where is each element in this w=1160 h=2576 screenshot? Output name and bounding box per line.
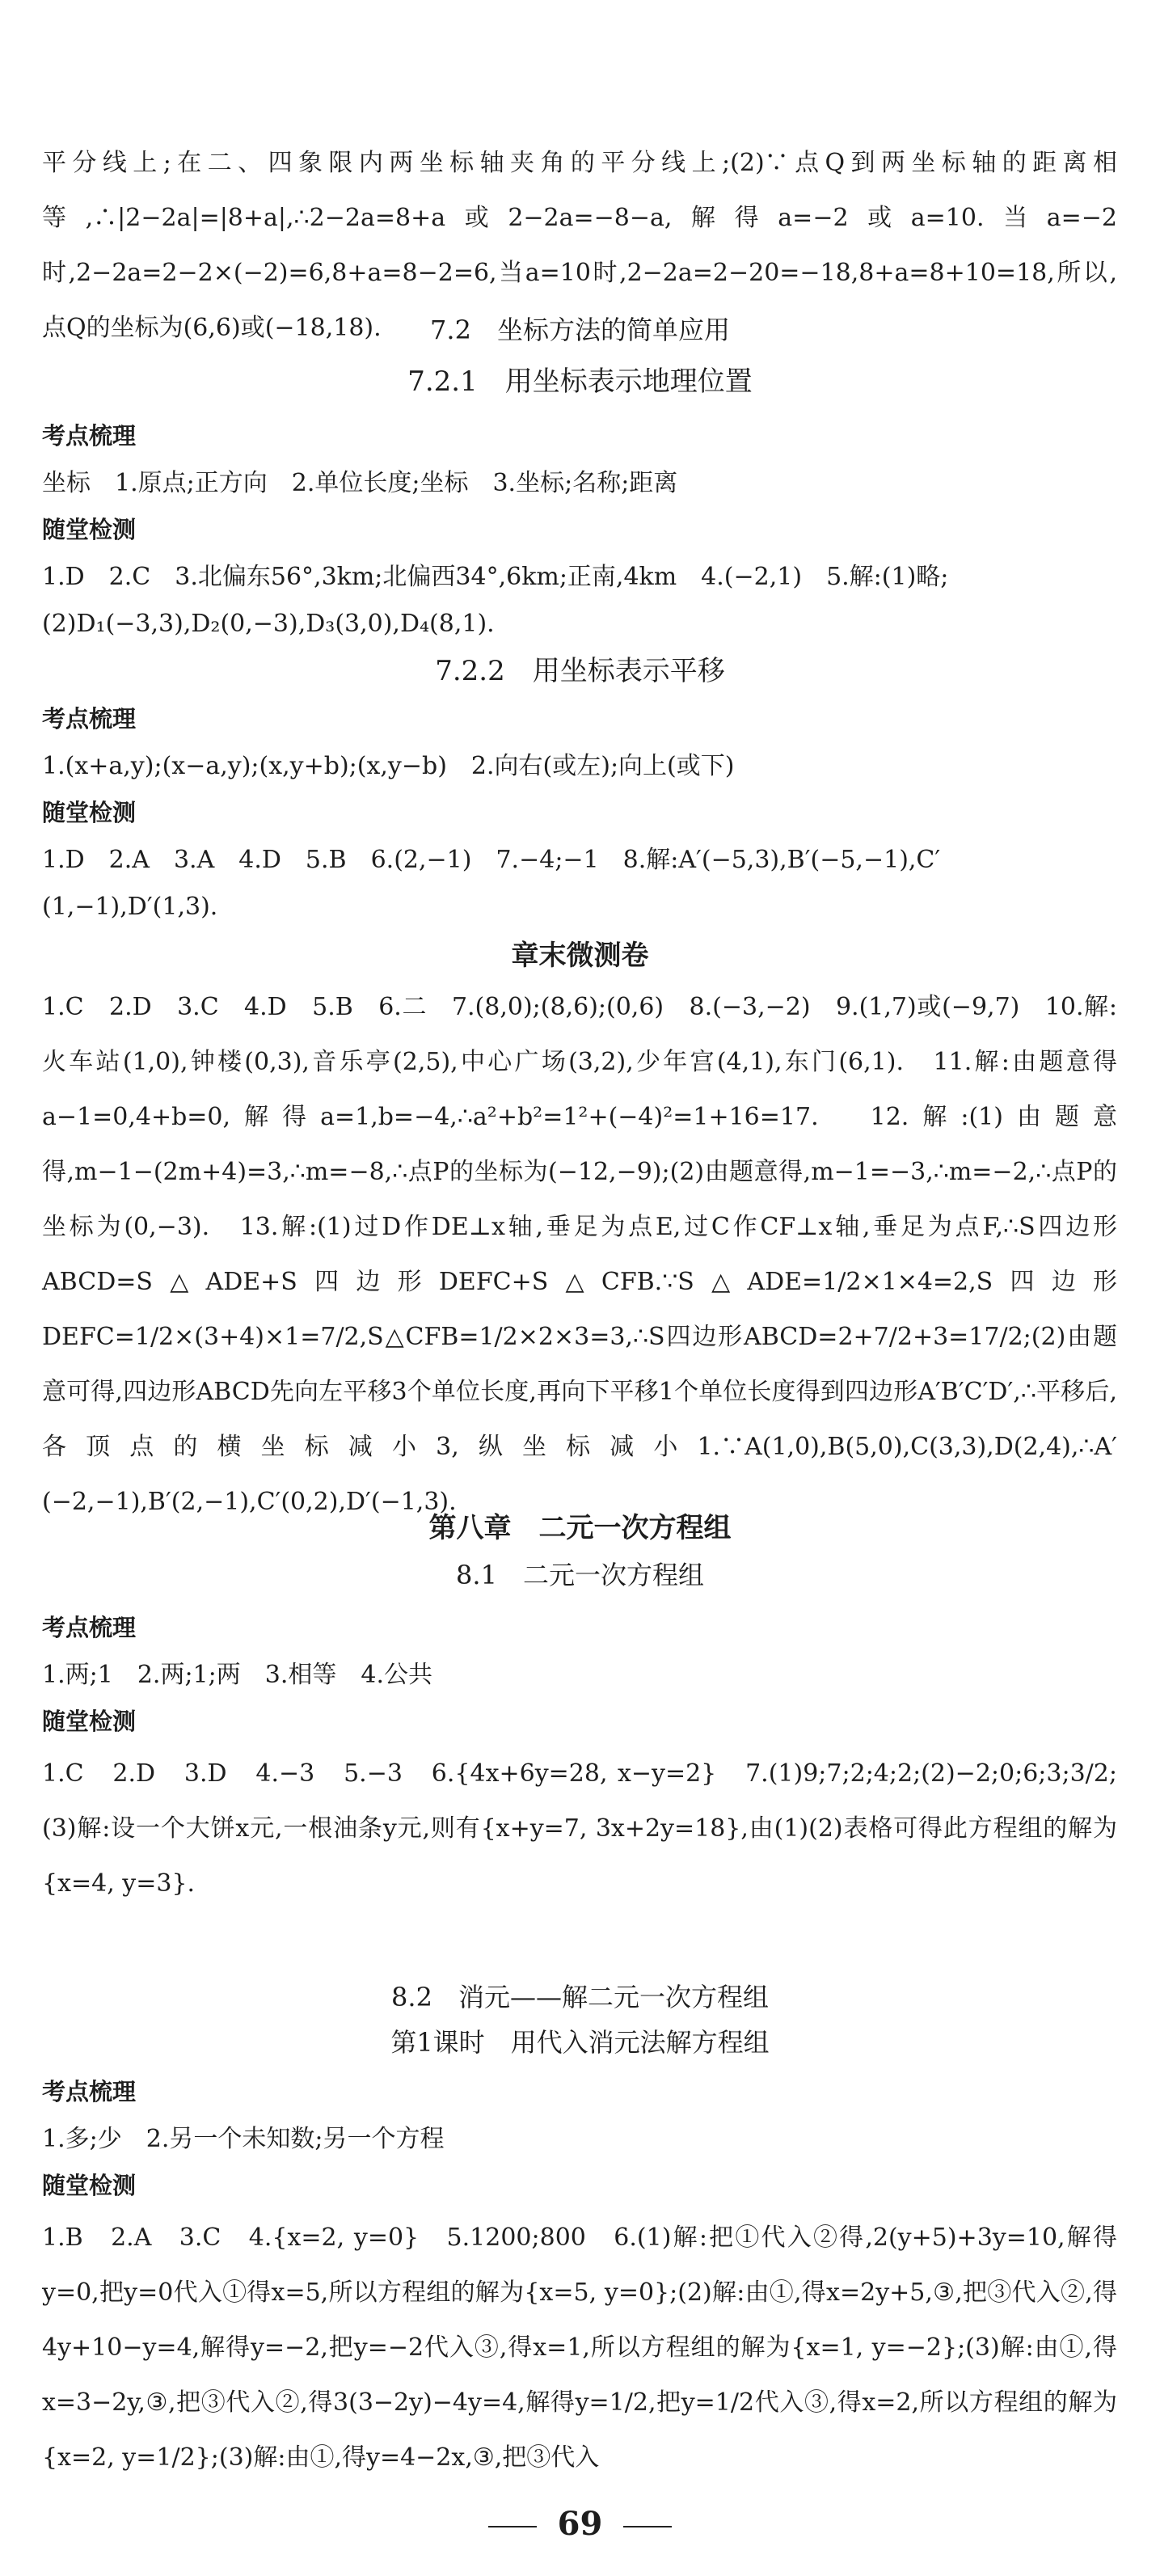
s721-kaodian: 坐标 1.原点;正方向 2.单位长度;坐标 3.坐标;名称;距离 <box>42 469 678 497</box>
page-number <box>0 2505 1160 2544</box>
s81-kaodian: 1.两;1 2.两;1;两 3.相等 4.公共 <box>42 1661 432 1689</box>
s722-kaodian: 1.(x+a,y);(x−a,y);(x,y+b);(x,y−b) 2.向右(或左);向上(或下) <box>42 752 735 780</box>
chapter-8-heading: 第八章 二元一次方程组 <box>428 1512 732 1544</box>
s722-suitang-line1: 1.D 2.A 3.A 4.D 5.B 6.(2,−1) 7.−4;−1 8.解:A′(−5,3),B′(−5,−1),C′ <box>42 846 941 874</box>
label-kaodian-81: 考点梳理 <box>42 1614 137 1641</box>
page-number-dash-right <box>623 2526 672 2527</box>
s722-suitang-line2: (1,−1),D′(1,3). <box>42 893 218 921</box>
label-kaodian-722: 考点梳理 <box>42 705 137 733</box>
label-kaodian-82: 考点梳理 <box>42 2078 137 2105</box>
page-number-dash-left <box>488 2526 537 2527</box>
section-8-1-heading: 8.1 二元一次方程组 <box>456 1560 704 1590</box>
s81-suitang: 1.C 2.D 3.D 4.−3 5.−3 6.{4x+6y=28, x−y=2} 7.(1)9;7;2;4;2;(2)−2;0;6;3;3/2;(3)解:设一个大饼x元,一根油条y元,则有{x+y=7, 3x+2y=18},由(1)(2)表格可得此方程组的解为{x=4, y=3}. <box>42 1759 1117 1898</box>
s721-suitang-line1: 1.D 2.C 3.北偏东56°,3km;北偏西34°,6km;正南,4km 4.(−2,1) 5.解:(1)略; <box>42 563 949 591</box>
label-kaodian-721: 考点梳理 <box>42 422 137 450</box>
label-suitang-721: 随堂检测 <box>42 516 137 543</box>
s82-suitang: 1.B 2.A 3.C 4.{x=2, y=0} 5.1200;800 6.(1)解:把①代入②得,2(y+5)+3y=10,解得y=0,把y=0代入①得x=5,所以方程组的解为{x=5, y=0};(2)解:由①,得x=2y+5,③,把③代入②,得4y+10−y=4,解得y=−2,把y=−2代入③,得x=1,所以方程组的解为{x=1, y=−2};(3)解:由①,得x=3−2y,③,把③代入②,得3(3−2y)−4y=4,解得y=1/2,把y=1/2代入③,得x=2,所以方程组的解为{x=2, y=1/2};(3)解:由①,得y=4−2x,③,把③代入 <box>42 2223 1117 2472</box>
s82-kaodian: 1.多;少 2.另一个未知数;另一个方程 <box>42 2125 445 2153</box>
s721-suitang-line2: (2)D₁(−3,3),D₂(0,−3),D₃(3,0),D₄(8,1). <box>42 610 495 638</box>
section-7-2-heading: 7.2 坐标方法的简单应用 <box>430 315 730 345</box>
label-suitang-82: 随堂检测 <box>42 2172 137 2199</box>
section-7-2-1-heading: 7.2.1 用坐标表示地理位置 <box>407 365 753 398</box>
chapter-test-answers: 1.C 2.D 3.C 4.D 5.B 6.二 7.(8,0);(8,6);(0,6) 8.(−3,−2) 9.(1,7)或(−9,7) 10.解:火车站(1,0),钟楼(0,3),音乐亭(2,5),中心广场(3,2),少年宫(4,1),东门(6,1). 11.解:由题意得a−1=0,4+b=0,解得a=1,b=−4,∴a²+b²=1²+(−4)²=1+16=17. 12.解:(1)由题意得,m−1−(2m+4)=3,∴m=−8,∴点P的坐标为(−12,−9);(2)由题意得,m−1=−3,∴m=−2,∴点P的坐标为(0,−3). 13.解:(1)过D作DE⊥x轴,垂足为点E,过C作CF⊥x轴,垂足为点F,∴S四边形ABCD=S△ADE+S四边形DEFC+S△CFB.∵S△ADE=1/2×1×4=2,S四边形DEFC=1/2×(3+4)×1=7/2,S△CFB=1/2×2×3=3,∴S四边形ABCD=2+7/2+3=17/2;(2)由题意可得,四边形ABCD先向左平移3个单位长度,再向下平移1个单位长度得到四边形A′B′C′D′,∴平移后,各顶点的横坐标减小3,纵坐标减小1.∵A(1,0),B(5,0),C(3,3),D(2,4),∴A′(−2,−1),B′(2,−1),C′(0,2),D′(−1,3). <box>42 993 1117 1516</box>
section-7-2-2-heading: 7.2.2 用坐标表示平移 <box>435 655 725 687</box>
label-suitang-81: 随堂检测 <box>42 1708 137 1735</box>
page-number-value: 69 <box>557 2505 603 2543</box>
intro-solution: 平分线上;在二、四象限内两坐标轴夹角的平分线上;(2)∵点Q到两坐标轴的距离相等,∴|2−2a|=|8+a|,∴2−2a=8+a或2−2a=−8−a,解得a=−2或a=10.当a=−2时,2−2a=2−2×(−2)=6,8+a=8−2=6,当a=10时,2−2a=2−20=−18,8+a=8+10=18,所以,点Q的坐标为(6,6)或(−18,18). <box>42 149 1117 342</box>
section-8-2-lesson-heading: 第1课时 用代入消元法解方程组 <box>390 2027 770 2058</box>
chapter-test-heading: 章末微测卷 <box>511 940 649 972</box>
label-suitang-722: 随堂检测 <box>42 799 137 826</box>
section-8-2-heading: 8.2 消元——解二元一次方程组 <box>391 1982 769 2012</box>
